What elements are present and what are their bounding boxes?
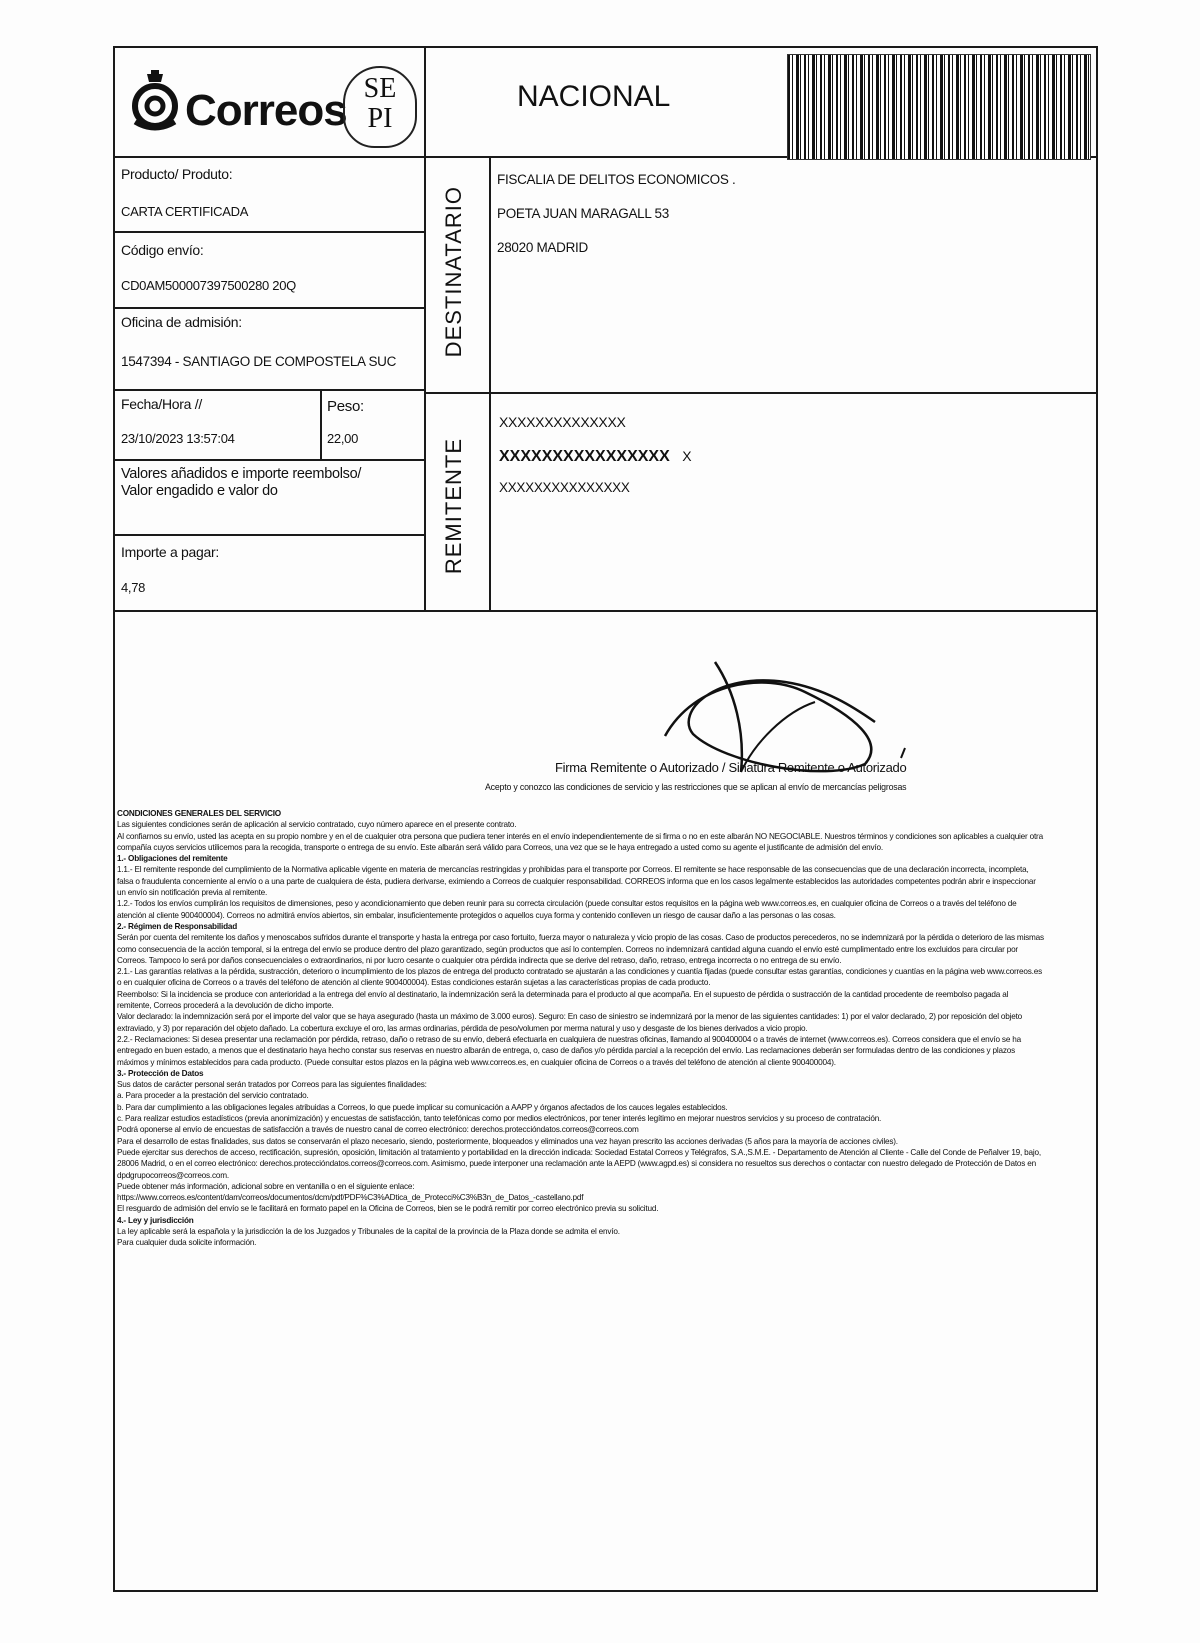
recipient-line-2: POETA JUAN MARAGALL 53	[497, 206, 669, 221]
barcode	[787, 54, 1091, 160]
general-conditions	[117, 808, 1044, 1249]
shipping-label-form	[113, 46, 1098, 1592]
date-value: 23/10/2023 13:57:04	[121, 431, 235, 446]
recipient-line-3: 28020 MADRID	[497, 240, 588, 255]
sender-line-3: XXXXXXXXXXXXXXX	[499, 480, 630, 495]
sender-line-2: XXXXXXXXXXXXXXXX X	[499, 448, 692, 465]
conditions-body: Las siguientes condiciones serán de aplicación al servicio contratado, cuyo número aparece en el presente contrato. Al confiarnos su envío, usted las acepta en su propio nombre y en el de cualquier otra persona que pudiera tener interés en el envío independientemente de si firma o no en este albarán NO NEGOCIABLE. Nuestros términos y condiciones son aplicables a cualquier otra compañía cuyos servicios utilicemos para la recogida, transporte o entrega de su envío. Este albarán será válido para Correos, una vez que se le haya entregado a usted como su agente el justificante de admisión del envío. 1.- Obligaciones del remitente 1.1.- El remitente responde del cumplimiento de la Normativa aplicable vigente en materia de mercancías restringidas y prohibidas para el transporte por Correos. El remitente se hace responsable de las consecuencias que de una declaración incorrecta, incompleta, falsa o fraudulenta concerniente al envío o a una parte de cualquiera de ésta, pudiera derivarse, eximiendo a Correos de cualquier responsabilidad. CORREOS informa que en los casos legalmente establecidos las autoridades competentes podrán abrir e inspeccionar un envío sin notificación previa al remitente. 1.2.- Todos los envíos cumplirán los requisitos de dimensiones, peso y acondicionamiento que deben reunir para su correcta circulación (puede consultar estos requisitos en la página web www.correos.es, en cualquier oficina de Correos o a través del teléfono de atención al cliente 900400004). Correos no admitirá envíos abiertos, sin embalar, insuficientemente protegidos o aquellos cuya forma y contenido conlleven un riesgo de causar daño a las personas o las cosas. 2.- Régimen de Responsabilidad Serán por cuenta del remitente los daños y menoscabos sufridos durante el transporte y hasta la entrega por caso fortuito, fuerza mayor o naturaleza y vicio propio de las cosas. Caso de productos perecederos, no se indemnizará por la pérdida o deterioro de las mismas como consecuencia de la acción temporal, si la entrega del envío se produce dentro del plazo garantizado, según productos que así lo contemplen. Correos no indemnizará cantidad alguna cuando el envío esté cumplimentado entre los excluidos para circular por Correos. Tampoco lo será por daños consecuenciales o extraordinarios, ni por lucro cesante o cualquier otra pérdida indirecta que se derive del retraso, daño, retraso, entrega incorrecta o no entrega de su envío. 2.1.- Las garantías relativas a la pérdida, sustracción, deterioro o incumplimiento de los plazos de entrega del producto contratado se ajustarán a las condiciones y cuantía fijadas (puede consultar estas garantías, condiciones y cuantías en la página web www.correos.es o en cualquier oficina de Correos o a través del teléfono de atención al cliente 900400004). Estas condiciones estarán sujetas a las características propias de cada producto. Reembolso: Si la incidencia se produce con anterioridad a la entrega del envío al destinatario, la indemnización será la determinada para el producto al que acompaña. En el supuesto de pérdida o sustracción de la cantidad procedente de reembolso pagada al remitente, Correos procederá a la devolución de dicho importe. Valor declarado: la indemnización será por el importe del valor que se haya asegurado (hasta un máximo de 3.000 euros). Seguro: En caso de siniestro se indemnizará por la menor de las siguientes cantidades: 1) por el valor declarado, 2) por reposición del objeto extraviado, y 3) por reparación del objeto dañado. La cobertura excluye el oro, las armas ordinarias, pérdida de peso/volumen por merma natural y uso y desgaste de los bienes derivados a vicio propio. 2.2.- Reclamaciones: Si desea presentar una reclamación por pérdida, retraso, daño o retraso de su envío, deberá efectuarla en cualquiera de nuestras oficinas, llamando al 900400004 o a través de internet (www.correos.es). Correos considera que el envío se ha entregado en buen estado, a menos que el destinatario haya hecho constar sus reservas en nuestro albarán de entrega, o, caso de daños y/o pérdida parcial a la recepción del envío. Las reclamaciones deberán ser formuladas dentro de las condiciones y plazos máximos y mínimos establecidos para cada producto. (Puede consultar estos plazos en la página web www.correos.es, en cualquier oficina de Correos o a través del teléfono de atención al cliente 900400004). 3.- Protección de Datos Sus datos de carácter personal serán tratados por Correos para las siguientes finalidades: a. Para proceder a la prestación del servicio contratado. b. Para dar cumplimiento a las obligaciones legales atribuidas a Correos, lo que puede implicar su comunicación a AAPP y órganos afectados de los cauces legales establecidos. c. Para realizar estudios estadísticos (previa anonimización) y encuestas de satisfacción, tanto telefónicas como por medios electrónicos, por tener interés legítimo en mejorar nuestros servicios y su proceso de contratación. Podrá oponerse al envío de encuestas de satisfacción a través de nuestro canal de correo electrónico: derechos.proteccióndatos.correos@correos.com Para el desarrollo de estas finalidades, sus datos se conservarán el plazo necesario, siendo, posteriormente, bloqueados y eliminados una vez hayan prescrito las acciones derivadas (5 años para la mayoría de acciones civiles). Puede ejercitar sus derechos de acceso, rectificación, supresión, oposición, limitación al tratamiento y portabilidad en la dirección indicada: Sociedad Estatal Correos y Telégrafos, S.A.,S.M.E. - Departamento de Atención al Cliente - Calle del Conde de Peñalver 19, bajo, 28006 Madrid, o en el correo electrónico: derechos.proteccióndatos.correos@correos.com. Asimismo, puede interponer una reclamación ante la AEPD (www.agpd.es) si considera no resueltos sus derechos o contactar con nuestro delegado de Protección de Datos en dpdgrupocorreos@correos.com. Puede obtener más información, adicional sobre en ventanilla o en el siguiente enlace: https://www.correos.es/content/dam/correos/documentos/dcm/pdf/PDF%C3%ADtica_de_Protecci%C3%B3n_de_Datos_-castellano.pdf El resguardo de admisión del envío se le facilitará en formato papel en la Oficina de Correos, bien se le podrá remitir por correo electrónico previa su solicitud. 4.- Ley y jurisdicción La ley aplicable será la española y la jurisdicción la de los Juzgados y Tribunales de la capital de la provincia de la Plaza donde se admita el envío. Para cualquier duda solicite información.	[117, 820, 1044, 1248]
amount-label: Importe a pagar:	[121, 544, 219, 560]
conditions-title: CONDICIONES GENERALES DEL SERVICIO	[117, 809, 281, 818]
sender-line-1: XXXXXXXXXXXXXX	[499, 414, 626, 430]
product-label: Producto/ Produto:	[121, 166, 233, 182]
recipient-line-1: FISCALIA DE DELITOS ECONOMICOS .	[497, 172, 736, 187]
extras-label: Valores añadidos e importe reembolso/ Valor engadido e valor do	[121, 466, 362, 499]
correos-logo	[125, 66, 415, 146]
signature-note: Acepto y conozco las condiciones de servicio y las restricciones que se aplican al envío de mercancías peligrosas	[485, 782, 907, 792]
post-horn-crown-icon	[125, 70, 185, 132]
code-value: CD0AM500007397500280 20Q	[121, 278, 296, 293]
recipient-section-label: DESTINATARIO	[441, 186, 466, 358]
signature-caption: Firma Remitente o Autorizado / Sinatura Remitente o Autorizado	[555, 760, 907, 775]
date-label: Fecha/Hora //	[121, 396, 202, 412]
brand-name: Correos	[185, 86, 347, 135]
sepi-seal: SE PI	[343, 66, 417, 148]
product-value: CARTA CERTIFICADA	[121, 204, 249, 219]
weight-label: Peso:	[327, 398, 364, 415]
sender-section-label: REMITENTE	[441, 438, 466, 575]
office-label: Oficina de admisión:	[121, 314, 242, 330]
code-label: Código envío:	[121, 242, 204, 258]
office-value: 1547394 - SANTIAGO DE COMPOSTELA SUC	[121, 354, 397, 369]
weight-value: 22,00	[327, 431, 359, 446]
service-type: NACIONAL	[517, 80, 671, 113]
amount-value: 4,78	[121, 580, 146, 595]
